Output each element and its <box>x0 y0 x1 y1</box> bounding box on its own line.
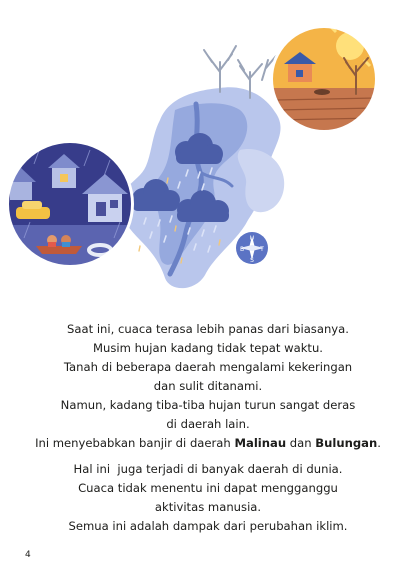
text-line: aktivitas manusia. <box>154 500 262 514</box>
drought-scene <box>270 20 380 138</box>
compass-west: B <box>239 246 245 253</box>
text-line: dan sulit ditanami. <box>153 379 263 393</box>
text-line: Saat ini, cuaca terasa lebih panas dari biasanya. <box>67 322 349 336</box>
flood-connector: dan <box>286 436 316 450</box>
text-line-flood <box>0 434 416 453</box>
flood-scene <box>0 140 140 275</box>
page-number: 4 <box>25 550 31 560</box>
text-line: di daerah lain. <box>166 417 250 431</box>
compass-north: U <box>249 235 255 242</box>
compass <box>236 232 268 264</box>
flood-prefix: Ini menyebabkan banjir di daerah <box>35 436 235 450</box>
place-bulungan: Bulungan <box>315 436 378 450</box>
text-line: Namun, kadang tiba-tiba hujan turun sangat deras <box>60 398 356 412</box>
story-paragraph-1 <box>0 320 416 453</box>
text-line: Semua ini adalah dampak dari perubahan iklim. <box>68 519 348 533</box>
flood-suffix: . <box>377 436 381 450</box>
text-line: Tanah di beberapa daerah mengalami kekeringan <box>63 360 353 374</box>
compass-south: S <box>250 257 254 264</box>
story-paragraph-2 <box>0 460 416 536</box>
text-line: Cuaca tidak menentu ini dapat mengganggu <box>78 481 338 495</box>
text-line: Hal ini juga terjadi di banyak daerah di dunia. <box>73 462 343 476</box>
place-malinau: Malinau <box>234 436 287 450</box>
text-line: Musim hujan kadang tidak tepat waktu. <box>92 341 323 355</box>
compass-east: T <box>260 246 264 253</box>
